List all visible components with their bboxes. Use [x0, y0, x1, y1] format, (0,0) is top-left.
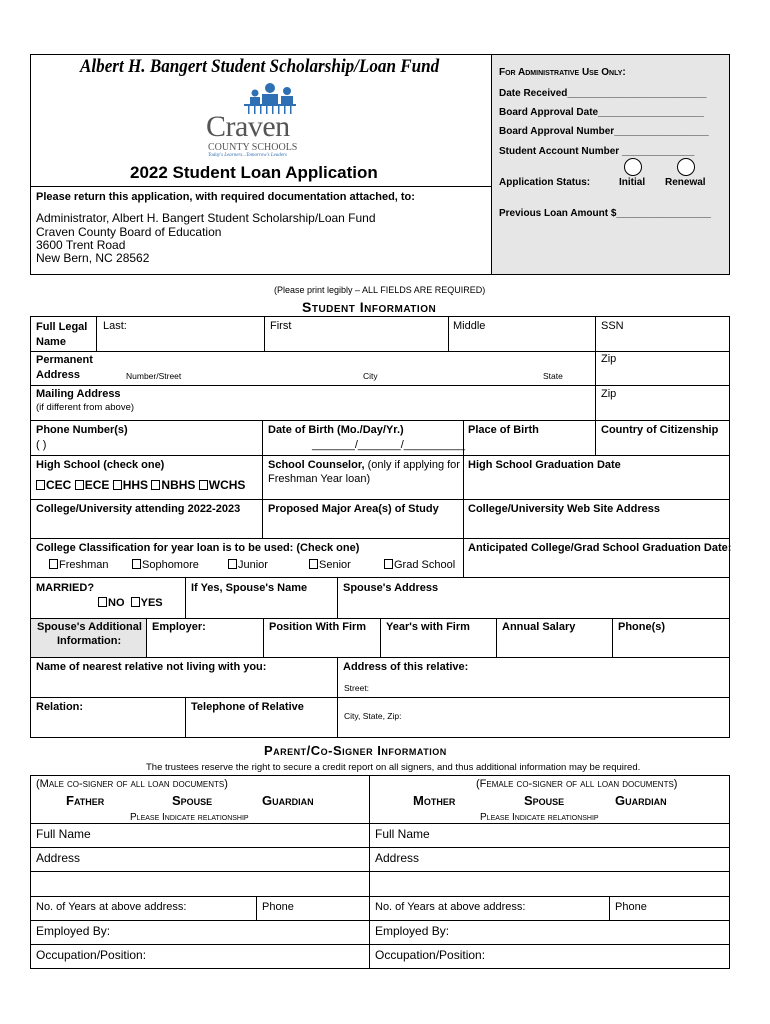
mother-full-name-field[interactable]: Full Name [375, 827, 430, 841]
craven-logo [200, 82, 320, 162]
renewal-radio[interactable] [677, 158, 695, 176]
place-of-birth-field[interactable]: Place of Birth [468, 424, 539, 436]
nbhs-checkbox[interactable] [151, 480, 160, 490]
student-section-title: Student Information [302, 299, 437, 315]
relative-street-field[interactable]: Street: [344, 683, 370, 693]
number-street-label[interactable]: Number/Street [126, 371, 182, 381]
male-cosigner-note: (Male co-signer of all loan documents) [36, 778, 228, 790]
dob-field[interactable]: _______/_______/__________ [312, 439, 465, 451]
mother-occupation-field[interactable]: Occupation/Position: [375, 948, 486, 962]
relation-field[interactable]: Relation: [36, 701, 84, 713]
ece-label: ECE [84, 478, 110, 492]
fund-title: Albert H. Bangert Student Scholarship/Loan Fund [80, 56, 440, 77]
return-instructions: Please return this application, with required documentation attached, to: [36, 191, 415, 203]
wchs-label: WCHS [208, 478, 246, 492]
high-school-options [36, 479, 245, 493]
father-years-address-field[interactable]: No. of Years at above address: [36, 901, 187, 913]
renewal-label: Renewal [665, 177, 706, 188]
parent-section-title: Parent/Co-Signer Information [264, 743, 447, 758]
ssn-field[interactable]: SSN [601, 320, 624, 332]
spouse-position-field[interactable]: Position With Firm [269, 621, 367, 633]
junior-checkbox[interactable] [228, 559, 237, 569]
if-different-note: (if different from above) [36, 402, 135, 413]
print-note: (Please print legibly – ALL FIELDS ARE REQUIRED) [274, 285, 486, 295]
grad-school-checkbox[interactable] [384, 559, 393, 569]
mother-option[interactable]: Mother [413, 793, 456, 808]
nbhs-label: NBHS [161, 478, 196, 492]
logo-name: Craven [206, 110, 290, 143]
ece-checkbox[interactable] [75, 480, 84, 490]
spouse-employer-field[interactable]: Employer: [152, 621, 206, 633]
mailing-zip-field[interactable]: Zip [601, 388, 617, 400]
zip-field[interactable]: Zip [601, 353, 617, 365]
spouse-address-field[interactable]: Spouse's Address [343, 582, 439, 594]
full-legal-name-label: Full Legal Name [36, 321, 88, 348]
father-occupation-field[interactable]: Occupation/Position: [36, 948, 147, 962]
website-field[interactable]: College/University Web Site Address [468, 503, 660, 515]
guardian-option-left[interactable]: Guardian [262, 793, 314, 808]
logo-sub: COUNTY SCHOOLS [208, 142, 298, 153]
senior-option[interactable]: Senior [309, 559, 351, 572]
first-name-field[interactable]: First [270, 320, 292, 332]
mailing-address-label[interactable]: Mailing Address [36, 388, 121, 400]
board-approval-date-field[interactable]: Board Approval Date___________________ [499, 107, 704, 118]
spouse-name-field[interactable]: If Yes, Spouse's Name [191, 582, 308, 594]
relative-phone-field[interactable]: Telephone of Relative [191, 701, 304, 713]
state-label[interactable]: State [543, 371, 563, 381]
senior-checkbox[interactable] [309, 559, 318, 569]
date-received-field[interactable]: Date Received_________________________ [499, 88, 707, 99]
spouse-info-label-2: Information: [57, 635, 122, 647]
spouse-option-left[interactable]: Spouse [172, 793, 213, 808]
married-label: MARRIED? [36, 582, 95, 594]
major-field[interactable]: Proposed Major Area(s) of Study [268, 503, 439, 515]
app-title: 2022 Student Loan Application [130, 163, 378, 182]
mother-years-address-field[interactable]: No. of Years at above address: [375, 901, 526, 913]
college-field[interactable]: College/University attending 2022-2023 [36, 503, 241, 515]
mother-employed-by-field[interactable]: Employed By: [375, 924, 450, 938]
wchs-checkbox[interactable] [199, 480, 208, 490]
married-no-checkbox[interactable] [98, 597, 107, 607]
relative-name-field[interactable]: Name of nearest relative not living with you: [36, 661, 267, 673]
father-option[interactable]: Father [66, 793, 105, 808]
father-address-field[interactable]: Address [36, 851, 81, 865]
father-phone-field[interactable]: Phone [262, 901, 294, 913]
initial-radio[interactable] [624, 158, 642, 176]
hhs-label: HHS [122, 478, 149, 492]
citizenship-field[interactable]: Country of Citizenship [601, 424, 719, 436]
anticipated-grad-field[interactable]: Anticipated College/Grad School Graduation Date: [468, 542, 732, 554]
phone-area-code[interactable]: ( ) [36, 439, 47, 451]
mother-address-field[interactable]: Address [375, 851, 420, 865]
classification-label: College Classification for year loan is to be used: (Check one) [36, 542, 360, 554]
high-school-label: High School (check one) [36, 459, 165, 471]
spouse-salary-field[interactable]: Annual Salary [502, 621, 576, 633]
cec-label: CEC [46, 478, 72, 492]
sophomore-checkbox[interactable] [132, 559, 141, 569]
indicate-relationship-left: Please Indicate relationship [130, 812, 249, 823]
indicate-relationship-right: Please Indicate relationship [480, 812, 599, 823]
father-full-name-field[interactable]: Full Name [36, 827, 91, 841]
married-yes-checkbox[interactable] [131, 597, 140, 607]
permanent-address-label: Permanent Address [36, 354, 93, 381]
counselor-field[interactable]: School Counselor, (only if applying for [268, 459, 460, 471]
previous-loan-field[interactable]: Previous Loan Amount $_________________ [499, 208, 711, 219]
hs-grad-date-field[interactable]: High School Graduation Date [468, 459, 621, 471]
last-name-field[interactable]: Last: [103, 320, 127, 332]
hhs-checkbox[interactable] [113, 480, 122, 490]
relative-address-label: Address of this relative: [343, 661, 469, 673]
return-address-1: Administrator, Albert H. Bangert Student Scholarship/Loan Fund [36, 211, 376, 225]
board-approval-number-field[interactable]: Board Approval Number_________________ [499, 126, 709, 137]
initial-label: Initial [619, 177, 646, 188]
female-cosigner-note: (Female co-signer of all loan documents) [476, 778, 678, 790]
counselor-note: Freshman Year loan) [268, 473, 371, 485]
return-address-4: New Bern, NC 28562 [36, 251, 150, 265]
spouse-years-field[interactable]: Year's with Firm [386, 621, 470, 633]
relative-city-field[interactable]: City, State, Zip: [344, 711, 402, 721]
logo-tagline: Today's Learners...Tomorrow's Leaders [208, 153, 287, 158]
mother-phone-field[interactable]: Phone [615, 901, 647, 913]
spouse-option-right[interactable]: Spouse [524, 793, 565, 808]
return-address-2: Craven County Board of Education [36, 225, 222, 239]
application-status-label: Application Status: [499, 177, 591, 188]
junior-option[interactable]: Junior [228, 559, 268, 572]
married-options: NO YES [98, 597, 163, 610]
student-account-number-field[interactable]: Student Account Number _____________ [499, 146, 695, 157]
father-employed-by-field[interactable]: Employed By: [36, 924, 111, 938]
sophomore-option[interactable]: Sophomore [132, 559, 199, 572]
cec-checkbox[interactable] [36, 480, 45, 490]
guardian-option-right[interactable]: Guardian [615, 793, 667, 808]
dob-label: Date of Birth (Mo./Day/Yr.) [268, 424, 404, 436]
trustees-note: The trustees reserve the right to secure a credit report on all signers, and thus additional information may be required. [146, 762, 641, 773]
return-address-3: 3600 Trent Road [36, 238, 126, 252]
middle-name-field[interactable]: Middle [453, 320, 486, 332]
freshman-option[interactable]: Freshman [49, 559, 109, 572]
admin-title: For Administrative Use Only: [499, 67, 626, 78]
city-label[interactable]: City [363, 371, 378, 381]
spouse-info-label-1: Spouse's Additional [37, 621, 142, 633]
spouse-phones-field[interactable]: Phone(s) [618, 621, 666, 633]
freshman-checkbox[interactable] [49, 559, 58, 569]
grad-school-option[interactable]: Grad School [384, 559, 455, 572]
phone-number-label[interactable]: Phone Number(s) [36, 424, 128, 436]
